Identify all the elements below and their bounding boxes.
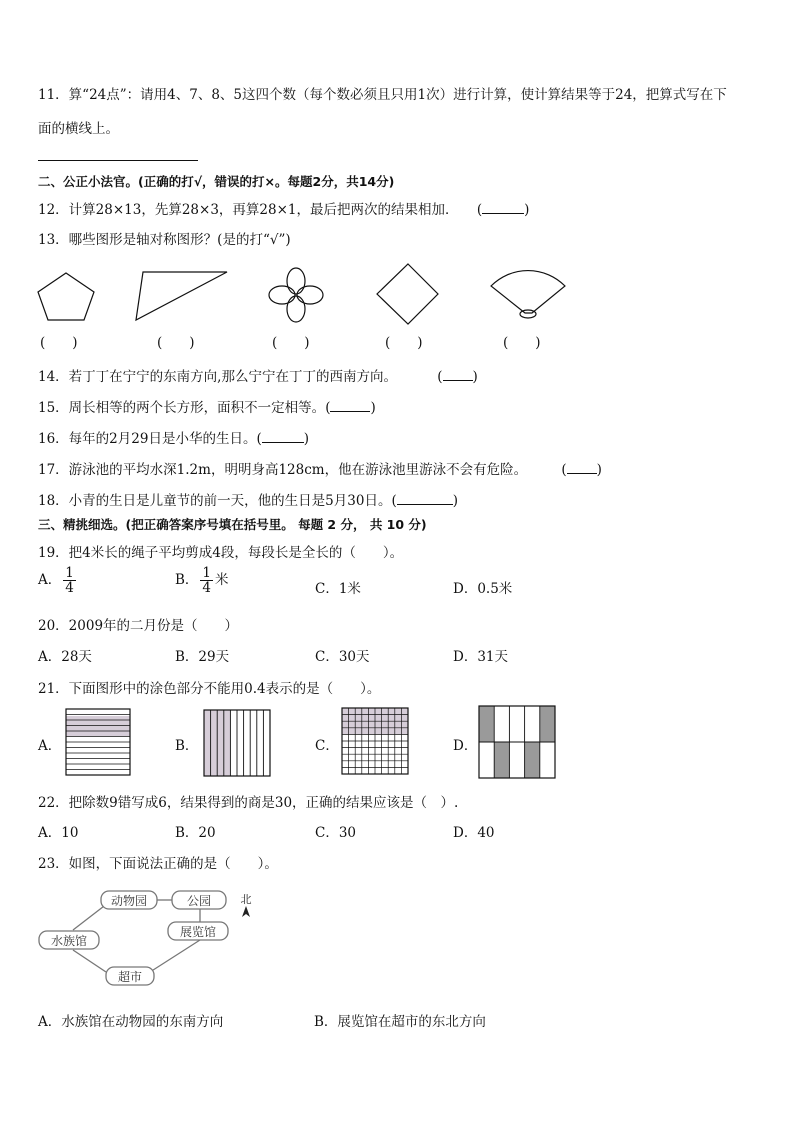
q20-option-b[interactable]: B．29天: [175, 649, 230, 665]
q13-paren-1[interactable]: ( ): [40, 335, 78, 351]
map-market: 超市: [117, 970, 143, 984]
q16-text: 16．每年的2月29日是小华的生日。: [38, 431, 257, 447]
q19-text: 19．把4米长的绳子平均剪成4段，每段长是全长的（ ）。: [38, 545, 404, 561]
section3-title: 三、精挑细选。(把正确答案序号填在括号里。 每题 2 分， 共 10 分): [38, 517, 427, 532]
q15-text: 15．周长相等的两个长方形，面积不一定相等。: [38, 400, 326, 416]
q22-option-b[interactable]: B．20: [175, 825, 216, 841]
q20-text: 20．2009年的二月份是（ ）: [38, 618, 239, 634]
q20-option-d[interactable]: D．31天: [453, 649, 509, 665]
q11-line2: 面的横线上。: [38, 121, 119, 137]
q13-paren-5[interactable]: ( ): [503, 335, 541, 351]
q19-a-numerator: 1: [65, 565, 74, 581]
q14-paren-close: ): [472, 369, 478, 385]
q12-paren-close: ): [524, 202, 530, 218]
q21-option-d[interactable]: D．: [453, 738, 478, 754]
q19-option-c[interactable]: C．1米: [315, 581, 361, 597]
q18-paren-close: ): [452, 493, 459, 509]
q14-text: 14．若丁丁在宁宁的东南方向,那么宁宁在丁丁的西南方向。: [38, 369, 397, 385]
q11-line1: 11．算“24点”：请用4、7、8、5这四个数（每个数必须且只用1次）进行计算，使计算结果等于24，把算式写在下: [38, 87, 727, 103]
q13-paren-4[interactable]: ( ): [385, 335, 423, 351]
map-north-label: 北: [240, 893, 252, 906]
q14-paren-open: (: [437, 369, 443, 385]
q19-b-numerator: 1: [202, 565, 212, 581]
map-exhibition: 展览馆: [179, 925, 217, 939]
q23-option-a[interactable]: A．水族馆在动物园的东南方向: [38, 1014, 224, 1030]
q21-text: 21．下面图形中的涂色部分不能用0.4表示的是（ ）。: [38, 681, 381, 697]
q22-option-a[interactable]: A．10: [38, 825, 79, 841]
q17-paren-close: ): [596, 462, 602, 478]
q22-option-c[interactable]: C．30: [315, 825, 357, 841]
q18-text: 18．小青的生日是儿童节的前一天，他的生日是5月30日。: [38, 493, 392, 509]
q20-option-c[interactable]: C．30天: [315, 649, 370, 665]
q17-paren-open: (: [561, 462, 567, 478]
q23-text: 23．如图，下面说法正确的是（ ）。: [38, 856, 278, 872]
q20-option-a[interactable]: A．28天: [38, 649, 92, 665]
q13-paren-2[interactable]: ( ): [157, 335, 195, 351]
q21-option-b[interactable]: B．: [175, 738, 199, 754]
map-park: 公园: [186, 894, 212, 908]
q15-paren-open: (: [325, 400, 331, 416]
q19-b-label: B．: [175, 572, 199, 588]
q23-option-b[interactable]: B．展览馆在超市的东北方向: [314, 1014, 486, 1030]
q19-a-denominator: 4: [65, 580, 74, 596]
q16-paren-open: (: [256, 431, 262, 447]
section2-title: 二、公正小法官。(正确的打√，错误的打×。每题2分，共14分): [38, 174, 395, 189]
q22-option-d[interactable]: D．40: [453, 825, 495, 841]
north-arrow-icon: [242, 906, 250, 917]
q19-option-d[interactable]: D．0.5米: [453, 581, 513, 597]
q19-b-denominator: 4: [202, 580, 212, 596]
q13-text: 13．哪些图形是轴对称图形？(是的打“√”): [38, 232, 291, 248]
map-zoo: 动物园: [110, 894, 148, 908]
q15-paren-close: ): [370, 400, 376, 416]
q18-paren-open: (: [391, 493, 397, 509]
q16-paren-close: ): [303, 431, 310, 447]
q13-paren-3[interactable]: ( ): [272, 335, 310, 351]
q19-b-unit: 米: [215, 572, 229, 588]
q21-option-c[interactable]: C．: [315, 738, 339, 754]
map-aquarium: 水族馆: [50, 934, 88, 948]
q12-paren-open: (: [476, 202, 483, 218]
q21-option-a[interactable]: A．: [38, 738, 62, 754]
q12-text: 12．计算28×13，先算28×3，再算28×1，最后把两次的结果相加．: [38, 202, 459, 218]
q17-text: 17．游泳池的平均水深1.2m，明明身高128cm，他在游泳池里游泳不会有危险。: [38, 462, 528, 478]
q19-a-label: A．: [38, 572, 62, 588]
q22-text: 22．把除数9错写成6，结果得到的商是30，正确的结果应该是（ ）.: [38, 795, 459, 811]
